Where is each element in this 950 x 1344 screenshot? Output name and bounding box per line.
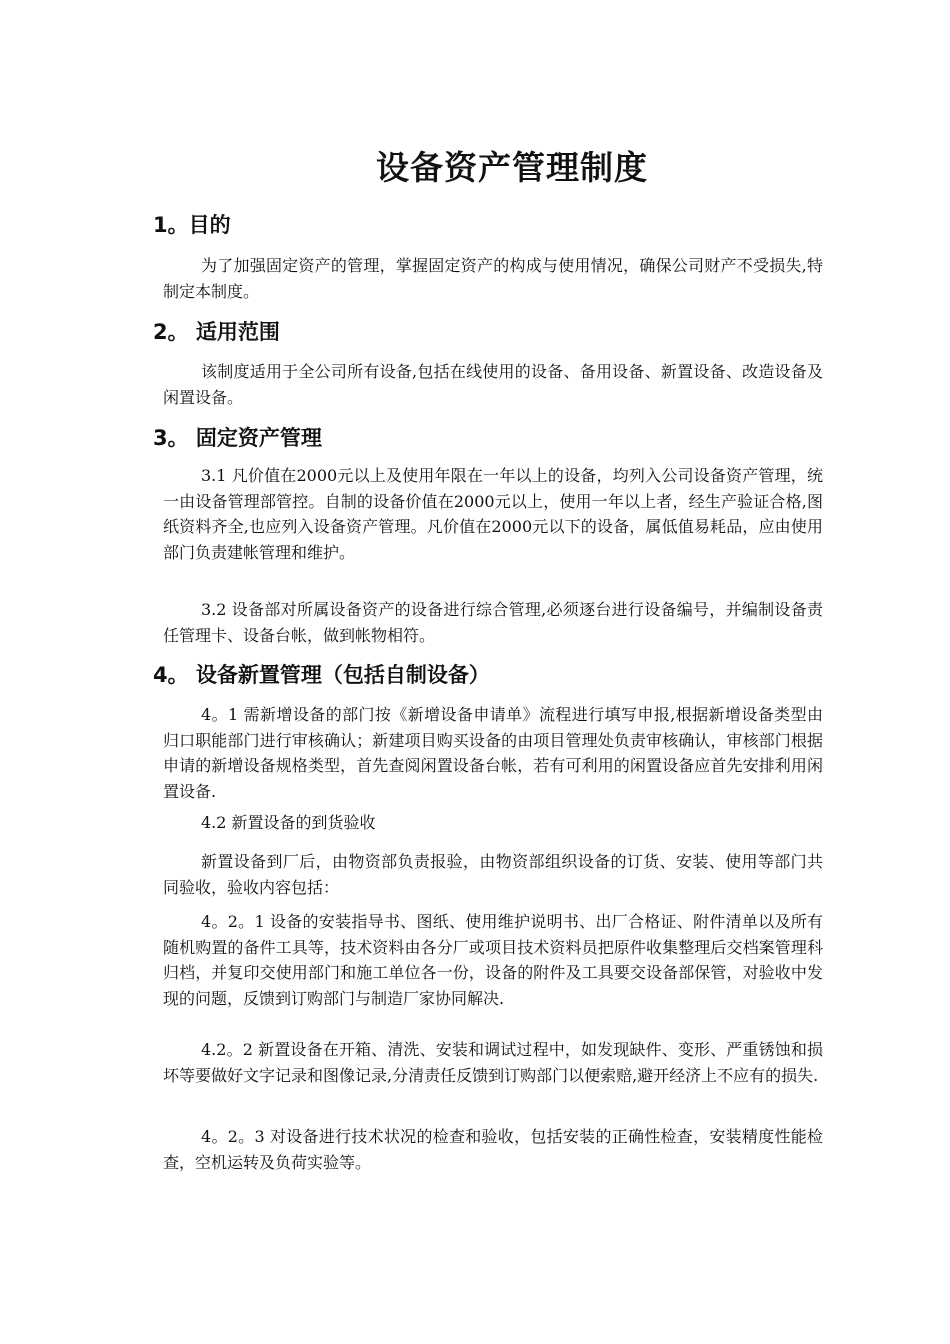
document-title: 设备资产管理制度 — [376, 148, 648, 187]
section-heading-purpose: 1。目的 — [153, 213, 231, 237]
paragraph-4-2-2: 4.2。2 新置设备在开箱、清洗、安装和调试过程中，如发现缺件、变形、严重锈蚀和损坏等要做好文字记录和图像记录,分清责任反馈到订购部门以便索赔,避开经济上不应有的损失. — [163, 1040, 823, 1085]
paragraph-scope: 该制度适用于全公司所有设备,包括在线使用的设备、备用设备、新置设备、改造设备及闲置设备。 — [163, 362, 823, 407]
paragraph-3-2: 3.2 设备部对所属设备资产的设备进行综合管理,必须逐台进行设备编号，并编制设备责任管理卡、设备台帐，做到帐物相符。 — [163, 600, 823, 645]
section-heading-scope: 2。 适用范围 — [153, 320, 280, 344]
section-heading-new-equipment: 4。 设备新置管理（包括自制设备） — [153, 663, 490, 687]
paragraph-purpose: 为了加强固定资产的管理，掌握固定资产的构成与使用情况，确保公司财产不受损失,特制定本制度。 — [163, 256, 823, 301]
paragraph-4-2-3: 4。2。3 对设备进行技术状况的检查和验收，包括安装的正确性检查，安装精度性能检查，空机运转及负荷实验等。 — [163, 1127, 823, 1172]
paragraph-4-2: 4.2 新置设备的到货验收 — [201, 813, 376, 832]
paragraph-3-1: 3.1 凡价值在2000元以上及使用年限在一年以上的设备，均列入公司设备资产管理，统一由设备管理部管控。自制的设备价值在2000元以上，使用一年以上者，经生产验证合格,图纸资料齐全,也应列入设备资产管理。凡价值在2000元以下的设备，属低值易耗品，应由使用部门负责建帐管理和维护。 — [163, 466, 823, 562]
paragraph-acceptance: 新置设备到厂后，由物资部负责报验，由物资部组织设备的订货、安装、使用等部门共同验收，验收内容包括： — [163, 852, 823, 897]
section-heading-fixed-assets: 3。 固定资产管理 — [153, 426, 322, 450]
paragraph-4-1: 4。1 需新增设备的部门按《新增设备申请单》流程进行填写申报,根据新增设备类型由归口职能部门进行审核确认；新建项目购买设备的由项目管理处负责审核确认，审核部门根据申请的新增设备规格类型，首先查阅闲置设备台帐，若有可利用的闲置设备应首先安排利用闲置设备. — [163, 705, 823, 801]
paragraph-4-2-1: 4。2。1 设备的安装指导书、图纸、使用维护说明书、出厂合格证、附件清单以及所有随机购置的备件工具等，技术资料由各分厂或项目技术资料员把原件收集整理后交档案管理科归档，并复印交使用部门和施工单位各一份，设备的附件及工具要交设备部保管，对验收中发现的问题，反馈到订购部门与制造厂家协同解决. — [163, 912, 823, 1008]
